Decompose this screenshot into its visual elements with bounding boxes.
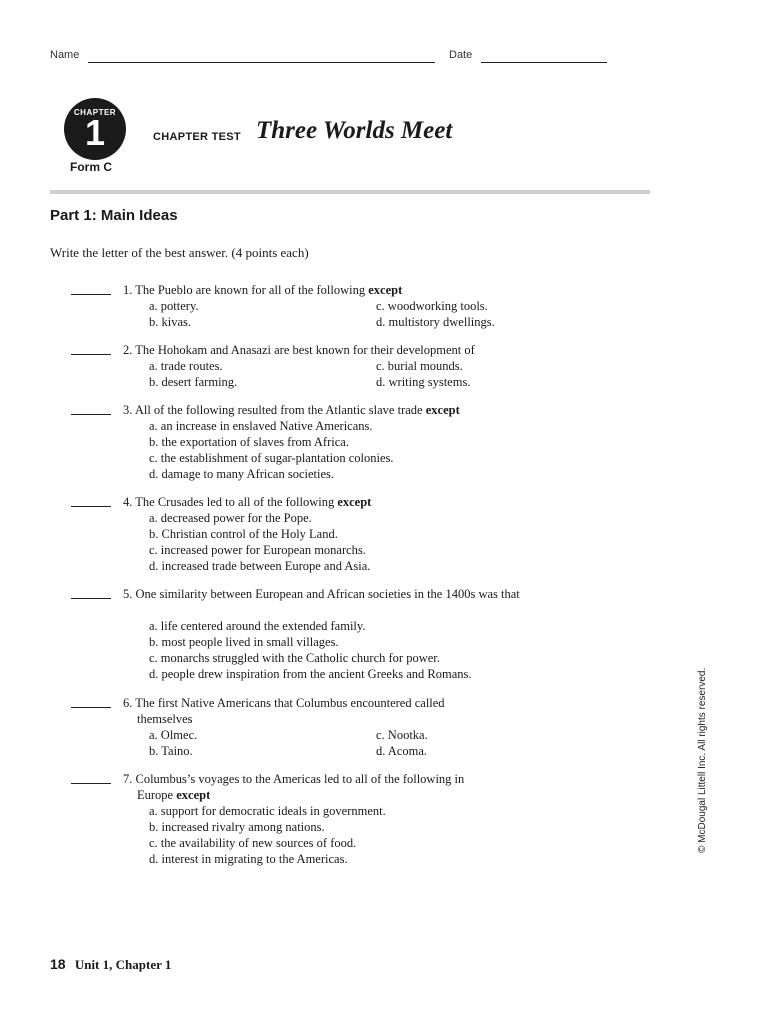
question-stem	[123, 342, 537, 358]
answer-choices	[149, 358, 576, 390]
instructions: Write the letter of the best answer. (4 points each)	[50, 245, 309, 260]
question-text: The first Native Americans that Columbus encountered called themselves	[135, 696, 445, 726]
answer-blank[interactable]	[71, 354, 111, 355]
name-field[interactable]	[88, 62, 435, 63]
question-text: The Crusades led to all of the following	[135, 495, 335, 509]
question-text: One similarity between European and African societies in the 1400s was that	[135, 587, 520, 601]
answer-choice: c. Nootka.	[376, 728, 428, 742]
answer-choices	[149, 618, 471, 682]
answer-choice: a. trade routes.	[149, 359, 223, 373]
answer-choice: d. damage to many African societies.	[149, 467, 335, 481]
question-number: 4.	[123, 495, 133, 509]
answer-choice: a. support for democratic ideals in government.	[149, 804, 386, 818]
answer-blank[interactable]	[71, 506, 111, 507]
answer-choice: d. multistory dwellings.	[376, 315, 495, 329]
question-text: The Pueblo are known for all of the following	[135, 283, 366, 297]
answer-choices	[149, 510, 370, 574]
question-number: 7.	[123, 772, 133, 786]
answer-choice: b. Christian control of the Holy Land.	[149, 527, 338, 541]
header-rule	[50, 190, 650, 194]
answer-choices	[149, 803, 386, 867]
answer-choice: a. decreased power for the Pope.	[149, 511, 312, 525]
question-emphasis: except	[368, 283, 403, 297]
question-stem	[123, 695, 497, 727]
part-title: Part 1: Main Ideas	[50, 207, 178, 224]
question-number: 2.	[123, 343, 133, 357]
answer-choice: c. burial mounds.	[376, 359, 463, 373]
chapter-badge	[64, 98, 126, 160]
chapter-word: CHAPTER	[73, 108, 117, 117]
answer-choices	[149, 298, 576, 330]
answer-choices	[149, 418, 393, 482]
question-stem	[123, 586, 537, 602]
question-number: 5.	[123, 587, 133, 601]
question-number: 1.	[123, 283, 133, 297]
date-label: Date	[449, 49, 473, 61]
name-label: Name	[50, 49, 80, 61]
question-emphasis: except	[176, 788, 211, 802]
question-number: 6.	[123, 696, 133, 710]
answer-choice: d. writing systems.	[376, 375, 471, 389]
page-title: Three Worlds Meet	[256, 117, 453, 144]
question-text: Columbus’s voyages to the Americas led to all of the following in Europe	[135, 772, 465, 802]
answer-choice: b. Taino.	[149, 744, 193, 758]
answer-choice: a. pottery.	[149, 299, 199, 313]
answer-blank[interactable]	[71, 783, 111, 784]
answer-choice: a. an increase in enslaved Native Americans.	[149, 419, 373, 433]
answer-choice: c. the establishment of sugar-plantation colonies.	[149, 451, 394, 465]
question-text: The Hohokam and Anasazi are best known for their development of	[135, 343, 475, 357]
answer-choices	[149, 727, 576, 759]
answer-choice: b. increased rivalry among nations.	[149, 820, 325, 834]
answer-blank[interactable]	[71, 707, 111, 708]
answer-blank[interactable]	[71, 294, 111, 295]
question-stem	[123, 771, 492, 803]
question-text: All of the following resulted from the Atlantic slave trade	[134, 403, 423, 417]
answer-choice: c. increased power for European monarchs.	[149, 543, 366, 557]
answer-blank[interactable]	[71, 598, 111, 599]
answer-choice: b. the exportation of slaves from Africa.	[149, 435, 349, 449]
question-emphasis: except	[337, 495, 372, 509]
copyright-notice: © McDougal Littell Inc. All rights reserved.	[697, 667, 708, 853]
page-number: 18	[50, 956, 66, 972]
answer-choice: c. the availability of new sources of food.	[149, 836, 357, 850]
answer-choice: c. woodworking tools.	[376, 299, 488, 313]
answer-choice: a. life centered around the extended family.	[149, 619, 366, 633]
answer-choice: a. Olmec.	[149, 728, 198, 742]
chapter-test-label: CHAPTER TEST	[153, 131, 241, 143]
answer-choice: b. most people lived in small villages.	[149, 635, 339, 649]
answer-blank[interactable]	[71, 414, 111, 415]
answer-choice: c. monarchs struggled with the Catholic church for power.	[149, 651, 440, 665]
answer-choice: d. Acoma.	[376, 744, 428, 758]
question-stem	[123, 402, 537, 418]
form-label: Form C	[70, 160, 112, 174]
question-stem	[123, 282, 537, 298]
answer-choice: d. increased trade between Europe and Asia.	[149, 559, 371, 573]
chapter-number: 1	[84, 112, 106, 153]
answer-choice: d. people drew inspiration from the ancient Greeks and Romans.	[149, 667, 472, 681]
answer-choice: d. interest in migrating to the Americas.	[149, 852, 348, 866]
page-footer	[50, 956, 171, 973]
answer-choice: b. kivas.	[149, 315, 192, 329]
answer-choice: b. desert farming.	[149, 375, 238, 389]
question-emphasis: except	[425, 403, 460, 417]
date-field[interactable]	[481, 62, 607, 63]
unit-label: Unit 1, Chapter 1	[74, 957, 172, 972]
question-stem	[123, 494, 537, 510]
question-number: 3.	[123, 403, 133, 417]
